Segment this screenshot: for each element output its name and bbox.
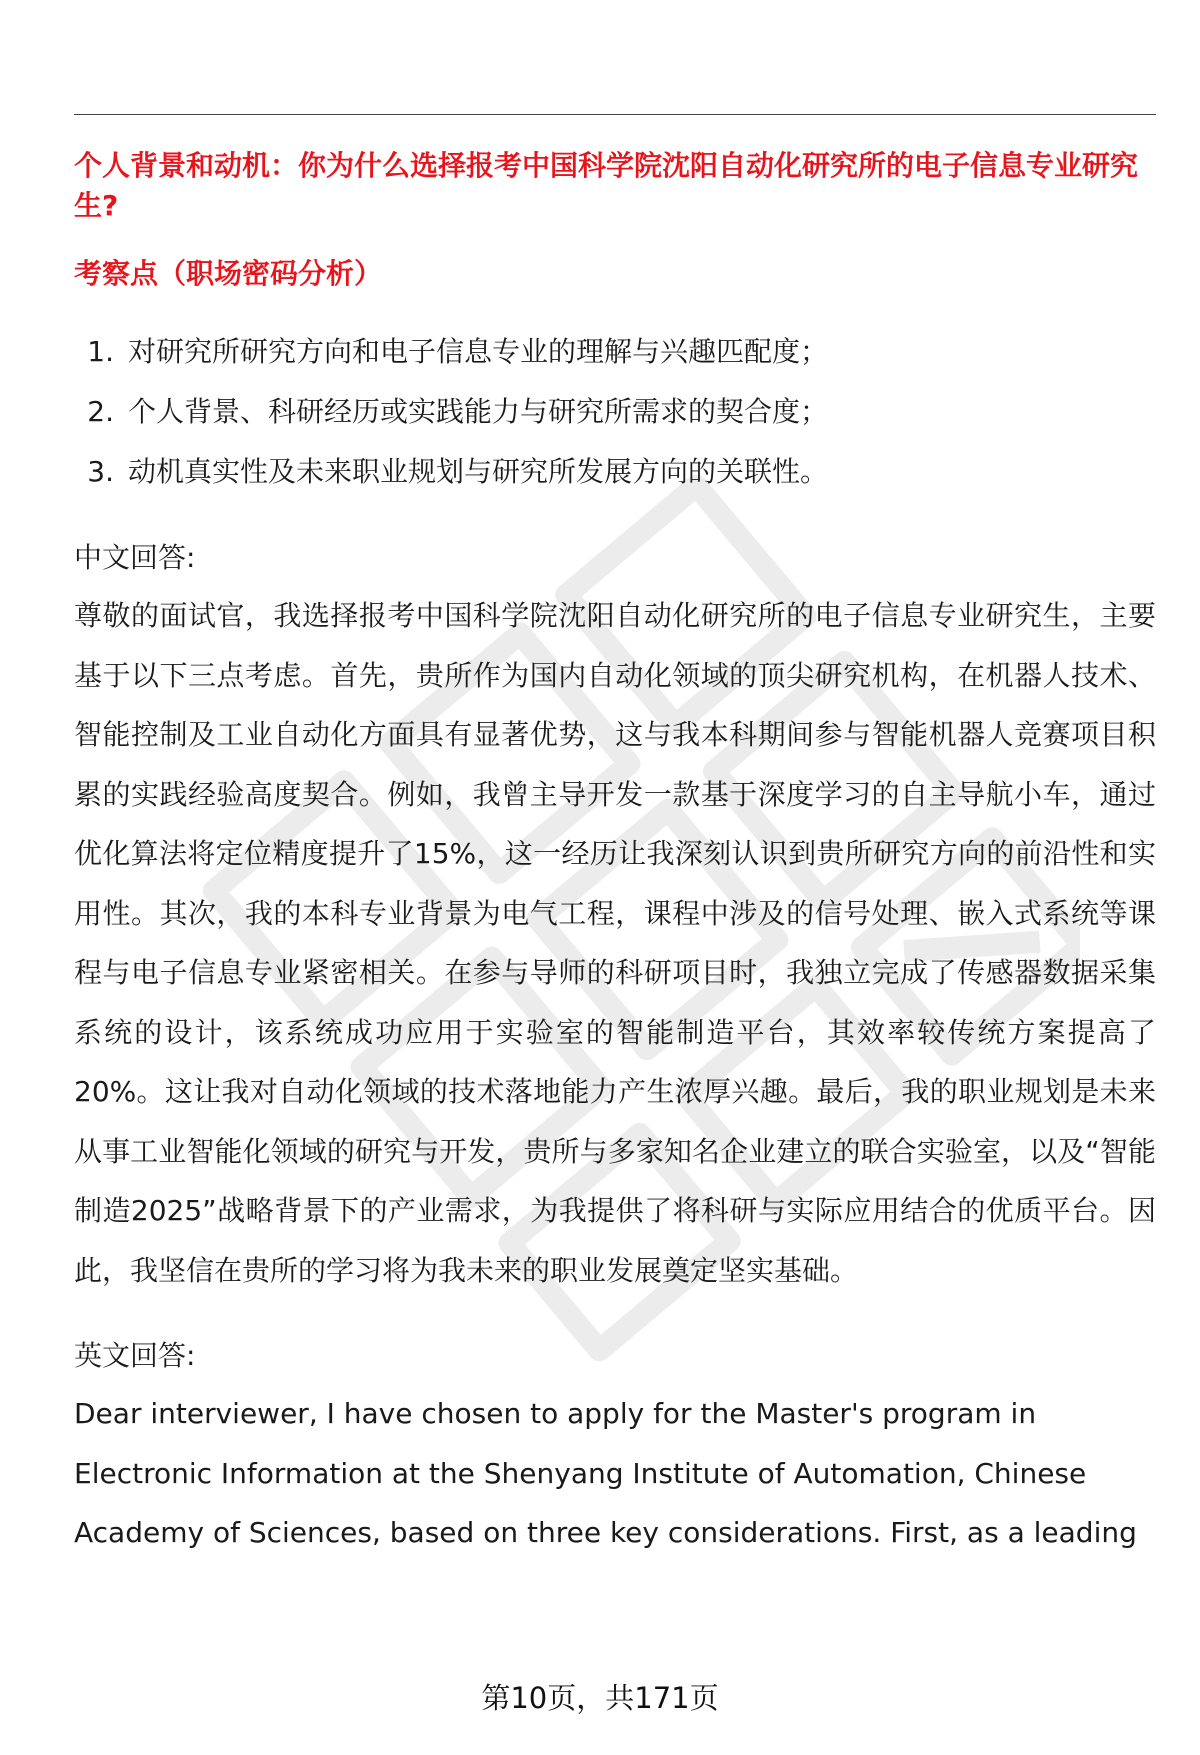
list-item bbox=[74, 442, 1156, 502]
list-item bbox=[74, 382, 1156, 442]
list-item-text: 对研究所研究方向和电子信息专业的理解与兴趣匹配度； bbox=[128, 335, 829, 368]
list-item-text: 个人背景、科研经历或实践能力与研究所需求的契合度； bbox=[128, 395, 829, 428]
focus-points-list bbox=[74, 322, 1156, 502]
focus-heading: 考察点（职场密码分析） bbox=[74, 257, 383, 290]
list-item bbox=[74, 322, 1156, 382]
question-title: 个人背景和动机：你为什么选择报考中国科学院沈阳自动化研究所的电子信息专业研究生? bbox=[74, 149, 1139, 222]
list-item-number: 3. bbox=[87, 455, 114, 488]
list-item-number: 2. bbox=[87, 395, 114, 428]
main-content bbox=[74, 146, 1156, 1563]
page-number: 第10页，共171页 bbox=[481, 1681, 719, 1715]
list-item-number: 1. bbox=[87, 335, 114, 368]
header-rule bbox=[74, 114, 1156, 115]
chinese-answer-label: 中文回答: bbox=[74, 541, 196, 574]
english-answer-text: Dear interviewer, I have chosen to apply for the Master's program in Electronic Information at the Shenyang Institute of Automation, Chinese Academy of Sciences, based on three key considerations. First, as a leading bbox=[74, 1397, 1137, 1549]
chinese-answer-text: 尊敬的面试官，我选择报考中国科学院沈阳自动化研究所的电子信息专业研究生，主要基于以下三点考虑。首先，贵所作为国内自动化领域的顶尖研究机构，在机器人技术、智能控制及工业自动化方面具有显著优势，这与我本科期间参与智能机器人竞赛项目积累的实践经验高度契合。例如，我曾主导开发一款基于深度学习的自主导航小车，通过优化算法将定位精度提升了15%，这一经历让我深刻认识到贵所研究方向的前沿性和实用性。其次，我的本科专业背景为电气工程，课程中涉及的信号处理、嵌入式系统等课程与电子信息专业紧密相关。在参与导师的科研项目时，我独立完成了传感器数据采集系统的设计，该系统成功应用于实验室的智能制造平台，其效率较传统方案提高了20%。这让我对自动化领域的技术落地能力产生浓厚兴趣。最后，我的职业规划是未来从事工业智能化领域的研究与开发，贵所与多家知名企业建立的联合实验室，以及“智能制造2025”战略背景下的产业需求，为我提供了将科研与实际应用结合的优质平台。因此，我坚信在贵所的学习将为我未来的职业发展奠定坚实基础。 bbox=[74, 599, 1156, 1287]
list-item-text: 动机真实性及未来职业规划与研究所发展方向的关联性。 bbox=[128, 455, 829, 488]
english-answer-label: 英文回答: bbox=[74, 1339, 196, 1372]
